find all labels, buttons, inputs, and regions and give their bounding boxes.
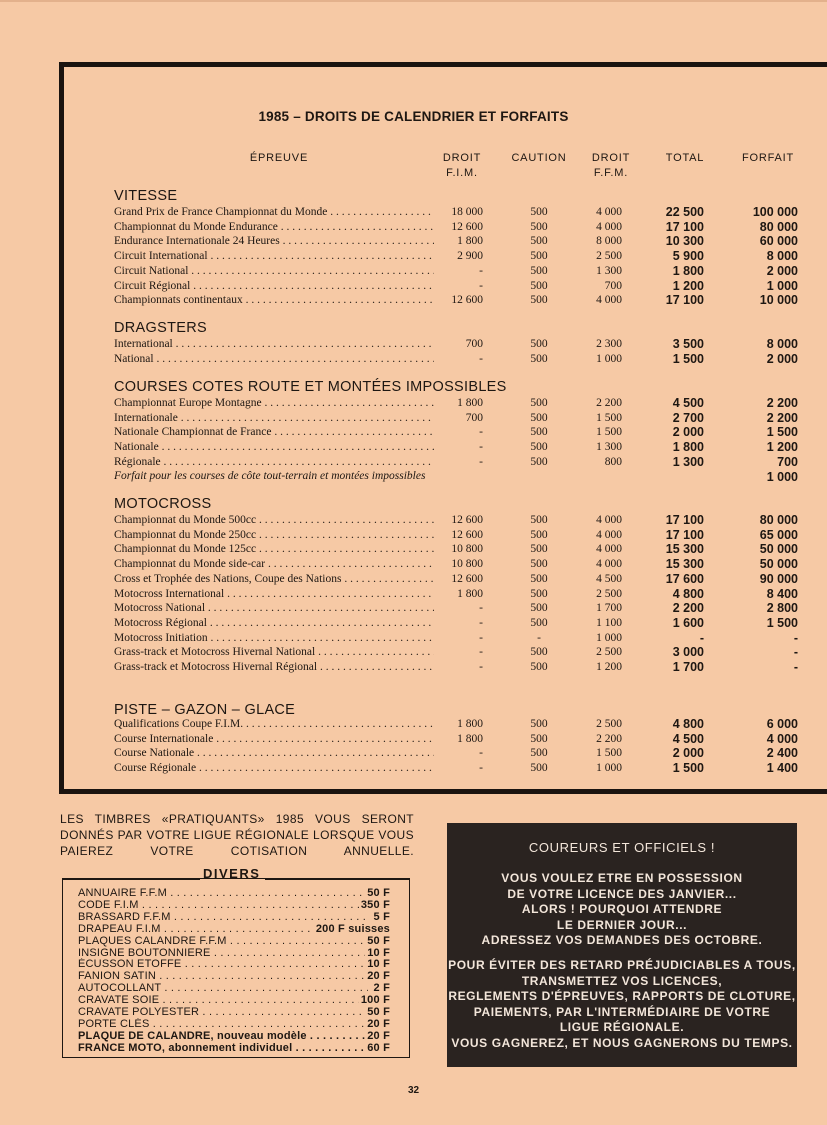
divers-item-name: FANION SATIN . . . — [78, 970, 368, 982]
divers-item-price: 60 F — [367, 1041, 390, 1054]
header-total: TOTAL — [665, 152, 705, 164]
row-forfait: 2 000 — [766, 263, 798, 278]
row-forfait: - — [793, 645, 798, 660]
row-total: 17 100 — [665, 527, 704, 542]
box-line: VOUS VOULEZ ETRE EN POSSESSION — [501, 871, 743, 885]
timbres-notice: LES TIMBRES «PRATIQUANTS» 1985 VOUS SERONT DONNÉS PAR VOTRE LIGUE RÉGIONALE LORSQUE VOUS PAIEREZ VOTRE COTISATION ANNUELLE. — [60, 812, 414, 858]
box-paragraph-2 — [447, 958, 797, 1051]
row-total: 17 100 — [665, 219, 704, 234]
row-droit-ffm: 1 000 — [596, 631, 622, 644]
divers-item-price: 20 F — [367, 1017, 390, 1030]
row-epreuve: Championnat du Monde side-car . . . — [114, 557, 434, 572]
row-caution: 500 — [530, 235, 548, 248]
row-caution: 500 — [530, 455, 548, 468]
table-row — [0, 587, 827, 602]
divers-item — [78, 1042, 390, 1054]
divers-item — [78, 947, 390, 959]
section-title: COURSES COTES ROUTE ET MONTÉES IMPOSSIBLES — [114, 379, 507, 395]
row-forfait: 2 400 — [766, 746, 798, 761]
row-droit-fim: 1 800 — [457, 397, 483, 409]
divers-item — [78, 1006, 390, 1018]
row-droit-fim: 12 600 — [451, 294, 483, 307]
row-droit-fim: 1 800 — [457, 718, 483, 730]
divers-item-name: PORTE CLÉS . . . — [78, 1018, 368, 1030]
row-epreuve: Motocross Régional . . . — [114, 616, 434, 631]
box-title: COUREURS ET OFFICIELS ! — [528, 840, 716, 855]
row-total: - — [699, 630, 704, 645]
row-droit-ffm: 2 200 — [596, 732, 622, 745]
divers-item-name: CODE F.I.M . . . — [78, 899, 368, 911]
header-droit-ffm: DROIT F.F.M. — [591, 152, 631, 179]
header-droit-fim: DROIT F.I.M. — [442, 152, 482, 179]
table-row — [0, 440, 827, 455]
table-row — [0, 746, 827, 761]
row-caution: 500 — [530, 514, 548, 526]
row-total: 2 200 — [672, 601, 704, 616]
box-line: VOUS GAGNEREZ, ET NOUS GAGNERONS DU TEMPS. — [451, 1035, 793, 1050]
box-line: REGLEMENTS D'ÉPREUVES, RAPPORTS DE CLOTURE, — [448, 989, 796, 1003]
row-droit-ffm: 4 000 — [596, 294, 622, 307]
page-title: 1985 – DROITS DE CALENDRIER ET FORFAITS — [258, 109, 569, 124]
row-caution: 500 — [530, 352, 548, 365]
table-row — [0, 279, 827, 294]
row-droit-fim: - — [479, 646, 483, 659]
row-total: 17 100 — [665, 513, 704, 527]
table-row — [0, 616, 827, 631]
forfait-note-row — [0, 470, 827, 485]
header-epreuve: ÉPREUVE — [249, 152, 309, 164]
note-forfait-value: 1 000 — [766, 469, 798, 484]
row-total: 1 800 — [672, 440, 704, 455]
divers-item-name: BRASSARD F.F.M . . . — [78, 911, 368, 923]
row-droit-fim: 2 900 — [457, 250, 483, 263]
row-droit-fim: 12 600 — [451, 220, 483, 233]
row-droit-ffm: 1 700 — [596, 602, 622, 615]
divers-item-price: 200 F suisses — [315, 922, 390, 935]
row-forfait: 700 — [777, 454, 798, 469]
section-title: VITESSE — [114, 188, 178, 204]
table-row — [0, 732, 827, 747]
divers-item-price: 10 F — [367, 958, 390, 971]
row-caution: - — [537, 631, 541, 644]
header-forfait: FORFAIT — [741, 152, 795, 164]
box-line: PAIEMENTS, PAR L'INTERMÉDIAIRE DE VOTRE — [473, 1004, 771, 1019]
row-droit-fim: 10 800 — [451, 558, 483, 571]
table-row — [0, 513, 827, 528]
row-droit-fim: 700 — [465, 338, 483, 350]
row-total: 4 800 — [672, 586, 704, 601]
divers-item — [78, 887, 390, 899]
divers-item-price: 50 F — [367, 887, 390, 899]
section-title: MOTOCROSS — [114, 496, 212, 512]
divers-item-price: 100 F — [360, 994, 390, 1007]
row-forfait: 6 000 — [766, 717, 798, 731]
divers-item-name: PLAQUES CALANDRE F.F.M . . . — [78, 935, 368, 947]
row-droit-ffm: 1 500 — [596, 426, 622, 439]
row-forfait: 50 000 — [759, 542, 798, 557]
row-droit-fim: - — [479, 631, 483, 644]
page-top-edge — [0, 0, 827, 2]
divers-item — [78, 1030, 390, 1042]
row-droit-fim: - — [479, 747, 483, 760]
box-line: LE DERNIER JOUR... — [556, 917, 688, 932]
row-forfait: 8 400 — [766, 586, 798, 601]
row-caution: 500 — [530, 543, 548, 556]
row-caution: 500 — [530, 718, 548, 730]
row-forfait: 1 500 — [766, 425, 798, 440]
divers-item-price: 50 F — [367, 934, 390, 947]
row-epreuve: Championnats continentaux . . . — [114, 293, 434, 308]
row-epreuve: Circuit Régional . . . — [114, 279, 434, 294]
row-caution: 500 — [530, 602, 548, 615]
section-title: DRAGSTERS — [114, 320, 207, 336]
forfait-note: Forfait pour les courses de côte tout-terrain et montées impossibles — [114, 469, 426, 482]
row-droit-fim: 1 800 — [457, 587, 483, 600]
divers-item-price: 20 F — [367, 970, 390, 983]
row-epreuve: Grass-track et Motocross Hivernal Régional . . . — [114, 660, 434, 675]
box-line: ADRESSEZ VOS DEMANDES DES OCTOBRE. — [481, 933, 763, 947]
row-droit-ffm: 2 300 — [596, 338, 622, 350]
row-epreuve: Motocross International . . . — [114, 587, 434, 602]
row-droit-fim: 12 600 — [451, 514, 483, 526]
row-epreuve: Course Internationale . . . — [114, 732, 434, 747]
table-row — [0, 645, 827, 660]
row-epreuve: Championnat du Monde 125cc . . . — [114, 542, 434, 557]
row-total: 3 500 — [672, 337, 704, 351]
row-forfait: 80 000 — [759, 219, 798, 234]
row-total: 1 700 — [672, 660, 704, 674]
row-caution: 500 — [530, 587, 548, 600]
row-total: 22 500 — [665, 205, 704, 219]
row-total: 4 500 — [672, 731, 704, 746]
row-epreuve: International . . . — [114, 337, 434, 352]
row-epreuve: Grand Prix de France Championnat du Monde . . . — [114, 205, 434, 220]
row-epreuve: Régionale . . . — [114, 455, 434, 470]
row-forfait: 2 800 — [766, 601, 798, 616]
row-caution: 500 — [530, 264, 548, 277]
row-droit-ffm: 2 500 — [596, 250, 622, 263]
row-total: 5 900 — [672, 249, 704, 264]
row-epreuve: Course Régionale . . . — [114, 761, 434, 776]
row-forfait: 2 000 — [766, 351, 798, 366]
row-total: 3 000 — [672, 645, 704, 660]
row-epreuve: Championnat du Monde 500cc . . . — [114, 513, 434, 528]
row-epreuve: National . . . — [114, 352, 434, 367]
row-total: 2 000 — [672, 425, 704, 440]
table-row — [0, 601, 827, 616]
row-epreuve: Motocross Initiation . . . — [114, 631, 434, 646]
row-caution: 500 — [530, 646, 548, 659]
row-caution: 500 — [530, 397, 548, 409]
box-line: LIGUE RÉGIONALE. — [559, 1020, 685, 1034]
row-droit-ffm: 1 500 — [596, 747, 622, 760]
row-caution: 500 — [530, 747, 548, 760]
row-caution: 500 — [530, 616, 548, 629]
row-caution: 500 — [530, 762, 548, 775]
divers-item — [78, 982, 390, 994]
row-forfait: 4 000 — [766, 731, 798, 746]
divers-item — [78, 911, 390, 923]
row-droit-fim: - — [479, 441, 483, 454]
row-caution: 500 — [530, 206, 548, 218]
row-forfait: 65 000 — [759, 527, 798, 542]
row-total: 1 600 — [672, 615, 704, 630]
row-droit-fim: - — [479, 455, 483, 468]
row-forfait: 2 200 — [766, 396, 798, 410]
page-number: 32 — [407, 1085, 420, 1096]
divers-item-price: 10 F — [367, 946, 390, 959]
row-droit-fim: 12 600 — [451, 572, 483, 585]
row-droit-ffm: 4 000 — [596, 543, 622, 556]
row-epreuve: Circuit National . . . — [114, 264, 434, 279]
divers-item-name: DRAPEAU F.I.M . . . — [78, 923, 368, 935]
row-total: 1 500 — [672, 351, 704, 366]
box-line: ALORS ! POURQUOI ATTENDRE — [521, 902, 723, 916]
row-droit-ffm: 1 100 — [596, 616, 622, 629]
divers-item-name: ÉCUSSON ETOFFE . . . — [78, 958, 368, 970]
divers-item-name: PLAQUE DE CALANDRE, nouveau modèle . . . — [78, 1030, 368, 1042]
divers-item-price: 50 F — [367, 1006, 390, 1018]
row-droit-ffm: 2 200 — [596, 397, 622, 409]
row-caution: 500 — [530, 220, 548, 233]
divers-item — [78, 970, 390, 982]
row-forfait: 1 400 — [766, 761, 798, 776]
table-row — [0, 572, 827, 587]
row-epreuve: Grass-track et Motocross Hivernal National . . . — [114, 645, 434, 660]
table-row — [0, 234, 827, 249]
divers-item-name: CRAVATE POLYESTER . . . — [78, 1006, 368, 1018]
table-row — [0, 542, 827, 557]
table-row — [0, 352, 827, 367]
divers-item — [78, 935, 390, 947]
table-row — [0, 425, 827, 440]
row-epreuve: Endurance Internationale 24 Heures . . . — [114, 234, 434, 249]
row-total: 15 300 — [665, 542, 704, 557]
table-row — [0, 249, 827, 264]
row-droit-ffm: 4 000 — [596, 558, 622, 571]
row-droit-fim: 1 800 — [457, 732, 483, 745]
row-droit-ffm: 800 — [604, 455, 622, 468]
box-line: TRANSMETTEZ VOS LICENCES, — [521, 973, 723, 988]
table-row — [0, 411, 827, 426]
divers-item-name: CRAVATE SOIE . . . — [78, 994, 368, 1006]
row-droit-fim: - — [479, 264, 483, 277]
row-droit-ffm: 1 200 — [596, 661, 622, 673]
header-caution: CAUTION — [511, 152, 567, 164]
coureurs-officiels-box — [447, 823, 797, 1067]
row-caution: 500 — [530, 732, 548, 745]
row-forfait: 100 000 — [752, 205, 798, 219]
row-droit-fim: 10 800 — [451, 543, 483, 556]
row-forfait: - — [793, 630, 798, 645]
row-forfait: 50 000 — [759, 557, 798, 572]
row-caution: 500 — [530, 250, 548, 263]
row-total: 4 500 — [672, 396, 704, 410]
row-total: 1 800 — [672, 263, 704, 278]
divers-item-price: 350 F — [360, 898, 390, 911]
row-total: 1 300 — [672, 454, 704, 469]
divers-item — [78, 1018, 390, 1030]
row-forfait: 8 000 — [766, 249, 798, 264]
row-droit-fim: - — [479, 762, 483, 775]
box-line: DE VOTRE LICENCE DES JANVIER... — [507, 886, 737, 901]
row-total: 1 200 — [672, 278, 704, 293]
divers-item — [78, 994, 390, 1006]
row-total: 10 300 — [665, 234, 704, 249]
row-epreuve: Championnat du Monde 250cc . . . — [114, 528, 434, 543]
row-total: 17 600 — [665, 571, 704, 586]
table-row — [0, 337, 827, 352]
row-droit-fim: - — [479, 602, 483, 615]
divers-item-name: AUTOCOLLANT . . . — [78, 982, 368, 994]
row-droit-fim: - — [479, 661, 483, 673]
row-droit-ffm: 8 000 — [596, 235, 622, 248]
row-droit-fim: 18 000 — [451, 206, 483, 218]
table-row — [0, 205, 827, 220]
row-caution: 500 — [530, 426, 548, 439]
table-row — [0, 660, 827, 675]
row-forfait: 80 000 — [759, 513, 798, 527]
row-droit-fim: 12 600 — [451, 528, 483, 541]
row-caution: 500 — [530, 572, 548, 585]
row-droit-ffm: 4 500 — [596, 572, 622, 585]
row-epreuve: Championnat Europe Montagne . . . — [114, 396, 434, 411]
row-droit-ffm: 1 000 — [596, 352, 622, 365]
row-epreuve: Qualifications Coupe F.I.M. . . . — [114, 717, 434, 732]
row-forfait: - — [793, 660, 798, 674]
row-total: 17 100 — [665, 293, 704, 308]
row-droit-fim: - — [479, 426, 483, 439]
row-epreuve: Nationale Championnat de France . . . — [114, 425, 434, 440]
row-forfait: 10 000 — [759, 293, 798, 308]
row-epreuve: Circuit International . . . — [114, 249, 434, 264]
row-droit-ffm: 4 000 — [596, 514, 622, 526]
row-droit-ffm: 2 500 — [596, 646, 622, 659]
row-epreuve: Course Nationale . . . — [114, 746, 434, 761]
row-droit-fim: - — [479, 352, 483, 365]
table-row — [0, 631, 827, 646]
divers-item — [78, 899, 390, 911]
row-droit-ffm: 4 000 — [596, 528, 622, 541]
table-row — [0, 396, 827, 411]
row-droit-fim: 1 800 — [457, 235, 483, 248]
table-row — [0, 761, 827, 776]
divers-item-price: 2 F — [373, 982, 390, 995]
divers-item-name: ANNUAIRE F.F.M . . . — [78, 887, 368, 899]
row-caution: 500 — [530, 441, 548, 454]
section-title: PISTE – GAZON – GLACE — [114, 702, 296, 718]
row-droit-fim: - — [479, 279, 483, 292]
row-caution: 500 — [530, 294, 548, 307]
row-forfait: 1 200 — [766, 440, 798, 455]
row-forfait: 1 000 — [766, 278, 798, 293]
row-droit-ffm: 1 300 — [596, 264, 622, 277]
row-total: 2 700 — [672, 410, 704, 425]
row-droit-ffm: 1 000 — [596, 762, 622, 775]
box-line: POUR ÉVITER DES RETARD PRÉJUDICIABLES A TOUS, — [448, 958, 796, 972]
row-total: 4 800 — [672, 717, 704, 731]
row-forfait: 90 000 — [759, 571, 798, 586]
divers-item-price: 20 F — [367, 1029, 390, 1042]
row-droit-ffm: 4 000 — [596, 220, 622, 233]
row-total: 2 000 — [672, 746, 704, 761]
divers-title: DIVERS — [203, 866, 261, 881]
row-droit-ffm: 4 000 — [596, 206, 622, 218]
row-caution: 500 — [530, 528, 548, 541]
row-caution: 500 — [530, 411, 548, 424]
table-row — [0, 220, 827, 235]
divers-item-price: 5 F — [373, 910, 390, 923]
row-epreuve: Motocross National . . . — [114, 601, 434, 616]
row-droit-ffm: 2 500 — [596, 718, 622, 730]
row-epreuve: Internationale . . . — [114, 411, 434, 426]
row-forfait: 8 000 — [766, 337, 798, 351]
table-row — [0, 455, 827, 470]
row-caution: 500 — [530, 279, 548, 292]
row-caution: 500 — [530, 558, 548, 571]
divers-item-name: INSIGNE BOUTONNIERE . . . — [78, 947, 368, 959]
table-row — [0, 293, 827, 308]
table-row — [0, 264, 827, 279]
row-forfait: 1 500 — [766, 615, 798, 630]
divers-item — [78, 958, 390, 970]
row-caution: 500 — [530, 338, 548, 350]
row-droit-fim: - — [479, 616, 483, 629]
row-caution: 500 — [530, 661, 548, 673]
row-epreuve: Nationale . . . — [114, 440, 434, 455]
row-droit-fim: 700 — [465, 411, 483, 424]
divers-item-name: FRANCE MOTO, abonnement individuel . . . — [78, 1042, 368, 1054]
row-forfait: 2 200 — [766, 410, 798, 425]
table-row — [0, 528, 827, 543]
box-paragraph-1 — [447, 871, 797, 949]
row-forfait: 60 000 — [759, 234, 798, 249]
table-row — [0, 557, 827, 572]
row-epreuve: Championnat du Monde Endurance . . . — [114, 220, 434, 235]
row-total: 15 300 — [665, 557, 704, 572]
divers-item — [78, 923, 390, 935]
row-total: 1 500 — [672, 761, 704, 776]
row-epreuve: Cross et Trophée des Nations, Coupe des Nations . . . — [114, 572, 434, 587]
table-row — [0, 717, 827, 732]
row-droit-ffm: 2 500 — [596, 587, 622, 600]
row-droit-ffm: 700 — [604, 279, 622, 292]
row-droit-ffm: 1 300 — [596, 441, 622, 454]
row-droit-ffm: 1 500 — [596, 411, 622, 424]
